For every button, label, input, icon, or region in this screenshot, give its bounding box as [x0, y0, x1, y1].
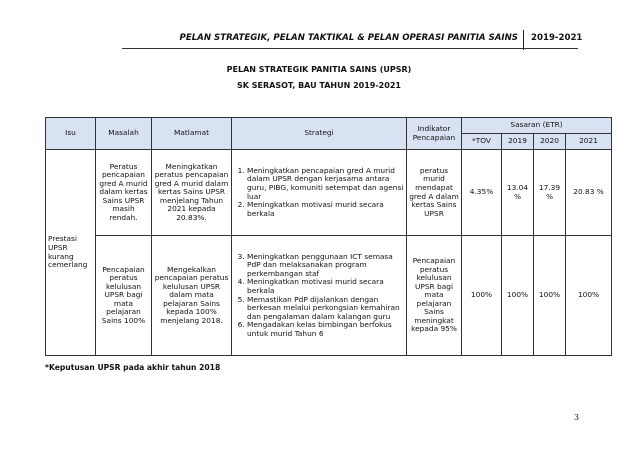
header-indikator: Indikator Pencapaian — [407, 118, 462, 150]
strategic-plan-table — [45, 117, 612, 356]
header-year: 2019-2021 — [531, 33, 583, 43]
footnote: *Keputusan UPSR pada akhir tahun 2018 — [45, 363, 221, 372]
cell-2021: 100% — [566, 236, 612, 356]
header-masalah: Masalah — [96, 118, 152, 150]
document-title: PELAN STRATEGIK PANITIA SAINS (UPSR) — [226, 65, 412, 74]
cell-strategi — [232, 150, 407, 236]
strategi-list — [234, 253, 404, 338]
header-rule — [122, 48, 578, 49]
cell-indikator: peratus murid mendapat gred A dalam kertas Sains UPSR — [407, 150, 462, 236]
header-title: PELAN STRATEGIK, PELAN TAKTIKAL & PELAN OPERASI PANITIA SAINS — [179, 33, 518, 43]
header-2020: 2020 — [534, 134, 566, 150]
page-number: 3 — [574, 413, 580, 422]
page-header — [0, 33, 638, 47]
header-2019: 2019 — [502, 134, 534, 150]
list-item: 6. Mengadakan kelas bimbingan berfokus untuk murid Tahun 6 — [247, 321, 404, 338]
header-strategi: Strategi — [232, 118, 407, 150]
header-tov: *TOV — [462, 134, 502, 150]
cell-tov: 4.35% — [462, 150, 502, 236]
document-subtitle: SK SERASOT, BAU TAHUN 2019-2021 — [237, 81, 401, 90]
cell-tov: 100% — [462, 236, 502, 356]
cell-2021: 20.83 % — [566, 150, 612, 236]
header-divider — [523, 30, 524, 50]
header-matlamat: Matlamat — [152, 118, 232, 150]
cell-2019: 100% — [502, 236, 534, 356]
list-item: 3. Meningkatkan penggunaan ICT semasa PdP dan melaksanakan program perkembangan staf — [247, 253, 404, 279]
list-item: 1. Meningkatkan pencapaian gred A murid dalam UPSR dengan kerjasama antara guru, PIBG, komuniti setempat dan agensi luar — [247, 167, 404, 201]
table-row — [46, 150, 612, 236]
header-isu: Isu — [46, 118, 96, 150]
cell-indikator: Pencapaian peratus kelulusan UPSR bagi mata pelajaran Sains meningkat kepada 95% — [407, 236, 462, 356]
cell-strategi — [232, 236, 407, 356]
cell-2019: 13.04 % — [502, 150, 534, 236]
cell-isu: Prestasi UPSR kurang cemerlang — [46, 150, 96, 356]
cell-2020: 100% — [534, 236, 566, 356]
header-2021: 2021 — [566, 134, 612, 150]
cell-masalah: Peratus pencapaian gred A murid dalam kertas Sains UPSR masih rendah. — [96, 150, 152, 236]
cell-matlamat: Meningkatkan peratus pencapaian gred A murid dalam kertas Sains UPSR menjelang Tahun 2021 kepada 20.83%. — [152, 150, 232, 236]
cell-2020: 17.39 % — [534, 150, 566, 236]
list-item: 2. Meningkatkan motivasi murid secara berkala — [247, 201, 404, 218]
cell-masalah: Pencapaian peratus kelulusan UPSR bagi mata pelajaran Sains 100% — [96, 236, 152, 356]
strategi-list — [234, 167, 404, 218]
header-sasaran: Sasaran (ETR) — [462, 118, 612, 134]
list-item: 5. Memastikan PdP dijalankan dengan berkesan melalui perkongsian kemahiran dan pengalaman dalam kalangan guru — [247, 296, 404, 322]
cell-matlamat: Mengekalkan pencapaian peratus kelulusan UPSR dalam mata pelajaran Sains kepada 100% menjelang 2018. — [152, 236, 232, 356]
list-item: 4. Meningkatkan motivasi murid secara berkala — [247, 278, 404, 295]
table-row — [46, 236, 612, 356]
